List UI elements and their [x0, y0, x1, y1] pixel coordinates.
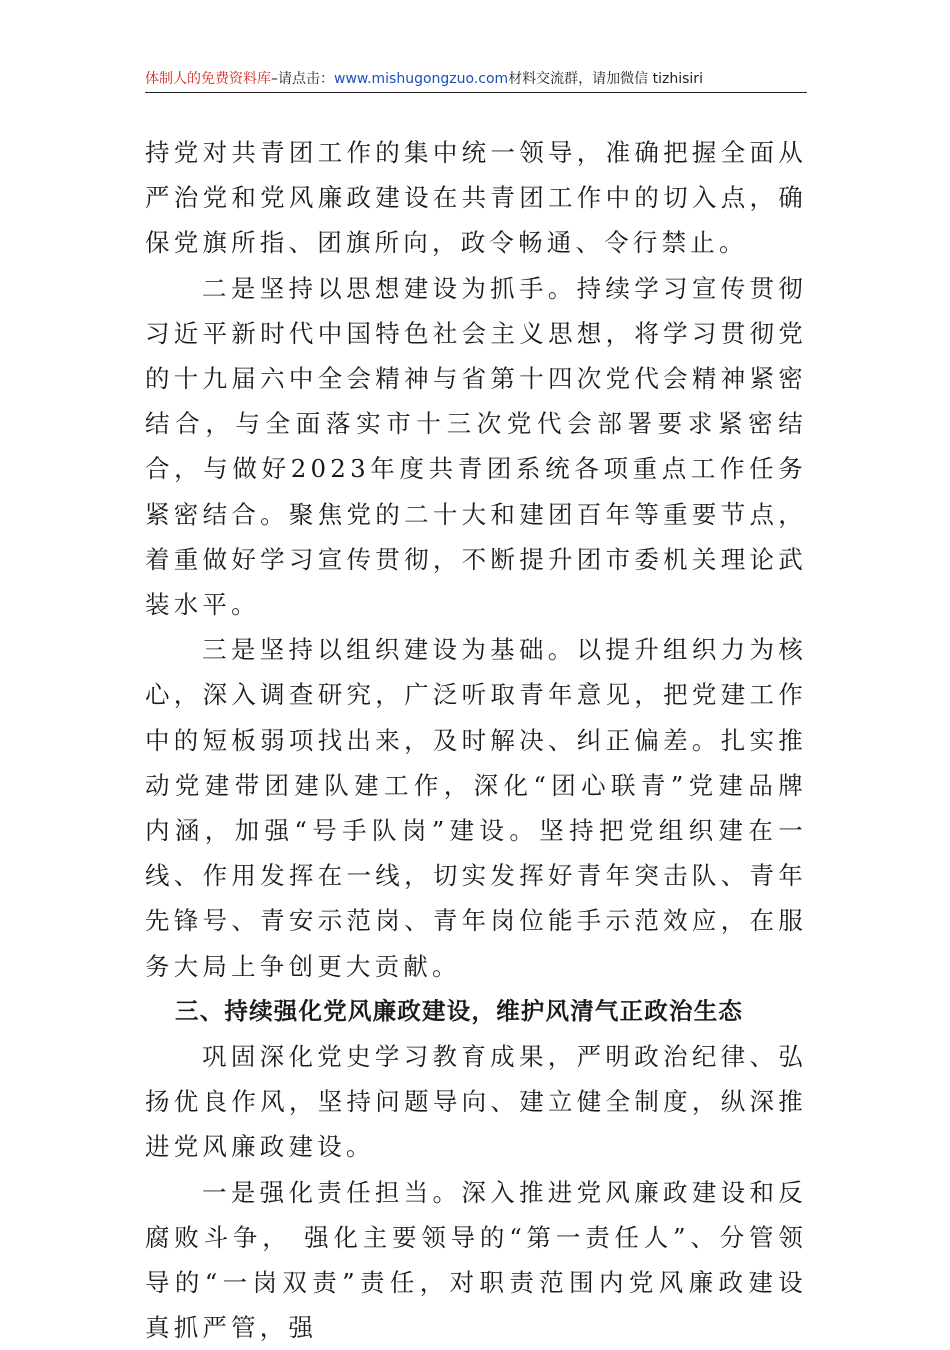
paragraph-section-intro: 巩固深化党史学习教育成果，严明政治纪律、弘扬优良作风，坚持问题导向、建立健全制度，纵深推进党风廉政建设。 [145, 1042, 807, 1162]
paragraph-ideology-building: 二是坚持以思想建设为抓手。持续学习宣传贯彻习近平新时代中国特色社会主义思想，将学习贯彻党的十九届六中全会精神与省第十四次党代会精神紧密结合，与全面落实市十三次党代会部署要求紧密结合，与做好2023年度共青团系统各项重点工作任务紧密结合。聚焦党的二十大和建团百年等重要节点，着重做好学习宣传贯彻，不断提升团市委机关理论武装水平。 [145, 273, 807, 620]
paragraph-continuation: 持党对共青团工作的集中统一领导，准确把握全面从严治党和党风廉政建设在共青团工作中的切入点，确保党旗所指、团旗所向，政令畅通、令行禁止。 [145, 138, 807, 258]
paragraph-responsibility: 一是强化责任担当。深入推进党风廉政建设和反腐败斗争， 强化主要领导的“第一责任人”、分管领导的“一岗双责”责任，对职责范围内党风廉政建设真抓严管，强 [145, 1177, 807, 1343]
website-url-link[interactable]: www.mishugongzuo.com [334, 71, 509, 87]
site-name-link[interactable]: 体制人的免费资料库 [145, 71, 271, 87]
wechat-contact-text: 材料交流群，请加微信 tizhisiri [508, 71, 703, 87]
page-header [145, 66, 807, 93]
paragraph-organization-building: 三是坚持以组织建设为基础。以提升组织力为核心，深入调查研究，广泛听取青年意见，把党建工作中的短板弱项找出来，及时解决、纠正偏差。扎实推动党建带团建队建工作，深化“团心联青”党建品牌内涵，加强“号手队岗”建设。坚持把党组织建在一线、作用发挥在一线，切实发挥好青年突击队、青年先锋号、青安示范岗、青年岗位能手示范效应，在服务大局上争创更大贡献。 [145, 635, 807, 981]
document-body [145, 130, 807, 1350]
section-heading: 三、持续强化党风廉政建设，维护风清气正政治生态 [175, 996, 744, 1025]
click-prompt: –请点击： [271, 71, 334, 87]
